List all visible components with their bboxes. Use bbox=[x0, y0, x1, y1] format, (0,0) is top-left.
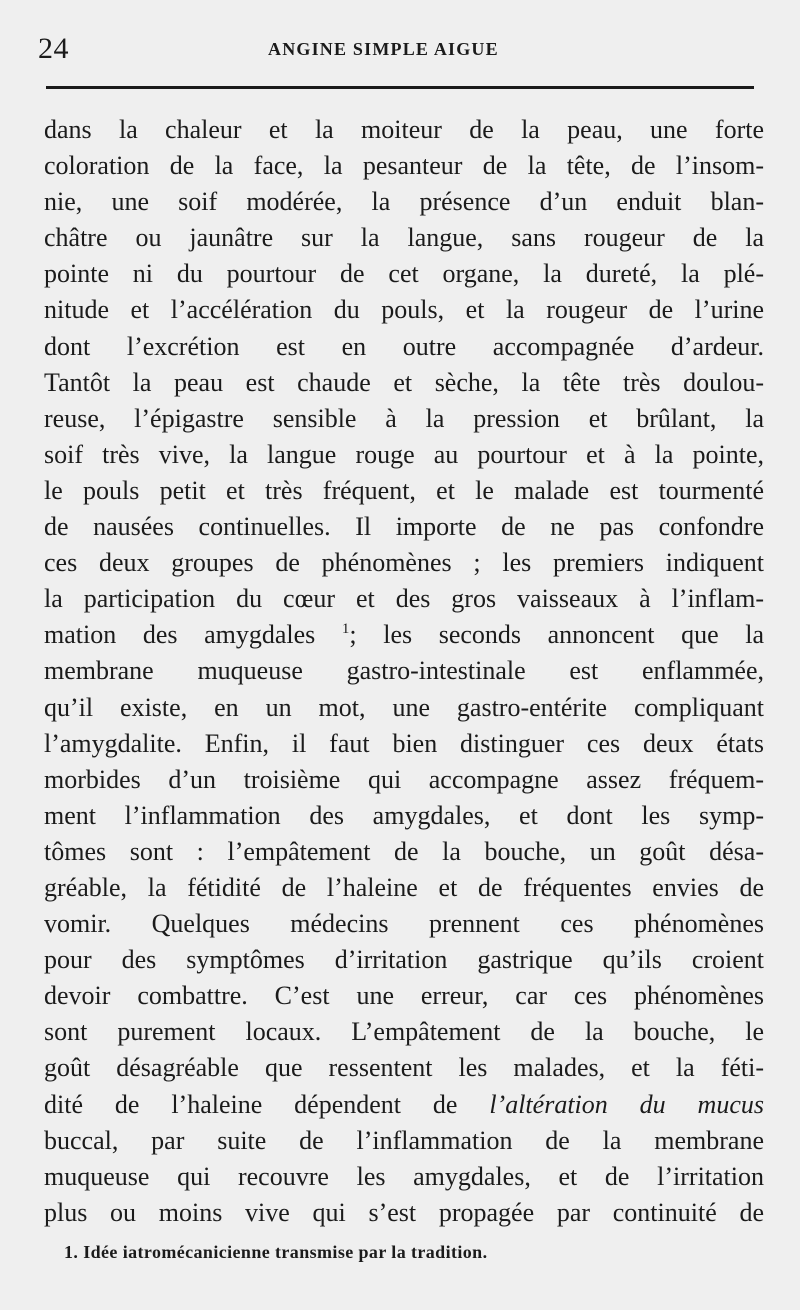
text-line: dont l’excrétion est en outre accompagnée d’ardeur. bbox=[44, 331, 764, 361]
text-line: tômes sont : l’empâtement de la bouche, un goût désa- bbox=[44, 836, 764, 866]
header-rule bbox=[46, 86, 754, 89]
text-line: gréable, la fétidité de l’haleine et de fréquentes envies de bbox=[44, 872, 764, 902]
text-line bbox=[44, 1087, 764, 1123]
text-line bbox=[44, 617, 764, 653]
text-line: dans la chaleur et la moiteur de la peau, une forte bbox=[44, 115, 764, 144]
text-segment: ; les seconds annoncent que la bbox=[349, 620, 764, 650]
running-title: ANGINE SIMPLE AIGUE bbox=[268, 39, 499, 59]
text-line: soif très vive, la langue rouge au pourtour et à la pointe, bbox=[44, 439, 764, 469]
footnote: 1. Idée iatromécanicienne transmise par la tradition. bbox=[64, 1242, 488, 1262]
text-line: devoir combattre. C’est une erreur, car ces phénomènes bbox=[44, 981, 764, 1011]
text-line: coloration de la face, la pesanteur de la tête, de l’insom- bbox=[44, 151, 764, 181]
italic-phrase: l’altération du mucus bbox=[489, 1089, 764, 1119]
text-line: ment l’inflammation des amygdales, et dont les symp- bbox=[44, 800, 764, 830]
text-segment: dité de l’haleine dépendent de bbox=[44, 1089, 490, 1119]
text-line: pour des symptômes d’irritation gastrique qu’ils croient bbox=[44, 945, 764, 975]
text-line: reuse, l’épigastre sensible à la pression et brûlant, la bbox=[44, 403, 764, 433]
text-line: sont purement locaux. L’empâtement de la bouche, le bbox=[44, 1017, 764, 1047]
text-line: nitude et l’accélération du pouls, et la rougeur de l’urine bbox=[44, 295, 764, 325]
text-segment: mation des amygdales bbox=[44, 620, 342, 650]
text-line: Tantôt la peau est chaude et sèche, la tête très doulou- bbox=[44, 367, 764, 397]
page-header bbox=[38, 28, 758, 68]
text-line: châtre ou jaunâtre sur la langue, sans rougeur de la bbox=[44, 223, 764, 253]
text-line: qu’il existe, en un mot, une gastro-entérite compliquant bbox=[44, 692, 764, 722]
text-line: goût désagréable que ressentent les malades, et la féti- bbox=[44, 1053, 764, 1083]
text-line: plus ou moins vive qui s’est propagée par continuité de bbox=[44, 1197, 764, 1227]
footnote-reference[interactable]: 1 bbox=[341, 621, 350, 638]
text-line: ces deux groupes de phénomènes ; les premiers indiquent bbox=[44, 548, 764, 578]
text-line: vomir. Quelques médecins prennent ces phénomènes bbox=[44, 909, 764, 939]
text-line: membrane muqueuse gastro-intestinale est enflammée, bbox=[44, 656, 764, 686]
body-text bbox=[44, 112, 764, 1231]
text-line: morbides d’un troisième qui accompagne assez fréquem- bbox=[44, 764, 764, 794]
page-number: 24 bbox=[38, 32, 69, 65]
text-line: muqueuse qui recouvre les amygdales, et de l’irritation bbox=[44, 1161, 764, 1191]
text-line: le pouls petit et très fréquent, et le malade est tourmenté bbox=[44, 475, 764, 505]
text-line: nie, une soif modérée, la présence d’un enduit blan- bbox=[44, 187, 764, 217]
text-line: l’amygdalite. Enfin, il faut bien distinguer ces deux états bbox=[44, 728, 764, 758]
text-line: de nausées continuelles. Il importe de ne pas confondre bbox=[44, 512, 764, 542]
text-line: pointe ni du pourtour de cet organe, la dureté, la plé- bbox=[44, 259, 764, 289]
text-line: la participation du cœur et des gros vaisseaux à l’inflam- bbox=[44, 584, 764, 614]
text-line: buccal, par suite de l’inflammation de la membrane bbox=[44, 1125, 764, 1155]
